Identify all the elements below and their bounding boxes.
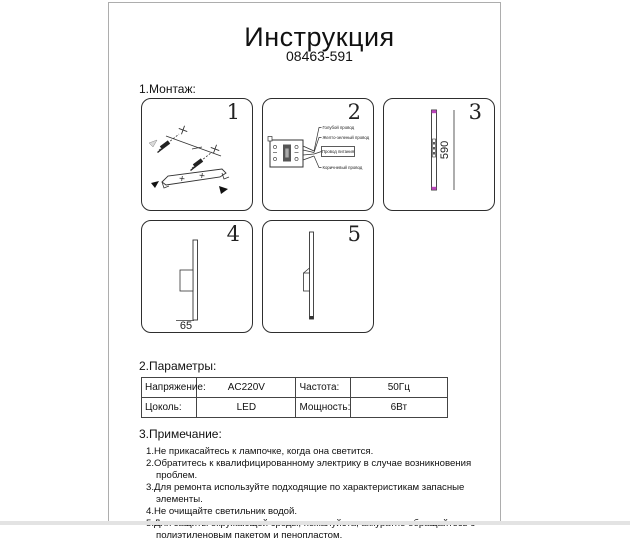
wire-label-blue: Голубой провод [322,125,355,130]
montage-step-4 [141,220,253,333]
table-row [142,398,448,418]
model-number: 08463-591 [286,48,353,64]
step-number: 5 [347,222,361,246]
montage-step-3 [383,98,495,211]
montage-step-1 [141,98,253,211]
param-label-voltage: Напряжение: [142,378,197,398]
montage-step-2 [262,98,374,211]
param-value-socket: LED [197,398,296,418]
step-number: 4 [226,222,240,246]
notes-list [146,446,491,542]
param-value-voltage: AC220V [197,378,296,398]
note-item: 2.Обратитесь к квалифицированному электрику в случае возникновения проблем. [146,458,472,481]
note-item: 3.Для ремонта используйте подходящие по характеристикам запасные элементы. [146,482,465,505]
param-value-power: 6Вт [350,398,447,418]
dimension-590: 590 [439,140,451,160]
params-heading: 2.Параметры: [139,359,217,373]
wire-label-brown: Коричневый провод [322,165,363,170]
note-item: 4.Не очищайте светильник водой. [146,506,298,517]
photo-edge [0,521,630,525]
note-item: 1.Не прикасайтесь к лампочке, когда она светится. [146,446,374,457]
params-table [141,377,448,418]
page-title: Инструкция [244,22,395,52]
table-row [142,378,448,398]
step-number: 3 [468,100,482,124]
param-label-power: Мощность: [296,398,350,418]
montage-step-5 [262,220,374,333]
wire-label-yellow-green: Желто-зеленый провод [322,135,370,140]
notes-heading: 3.Примечание: [139,427,222,441]
param-label-socket: Цоколь: [142,398,197,418]
step-number: 1 [226,100,240,124]
dimension-65: 65 [179,320,193,332]
page [108,2,501,541]
wire-label-power: Провод питания [321,149,355,154]
param-value-frequency: 50Гц [350,378,447,398]
note-item: полиэтиленовым пакетом и пенопластом. [156,530,343,541]
step-number: 2 [347,100,361,124]
param-label-frequency: Частота: [296,378,350,398]
montage-heading: 1.Монтаж: [139,82,196,96]
